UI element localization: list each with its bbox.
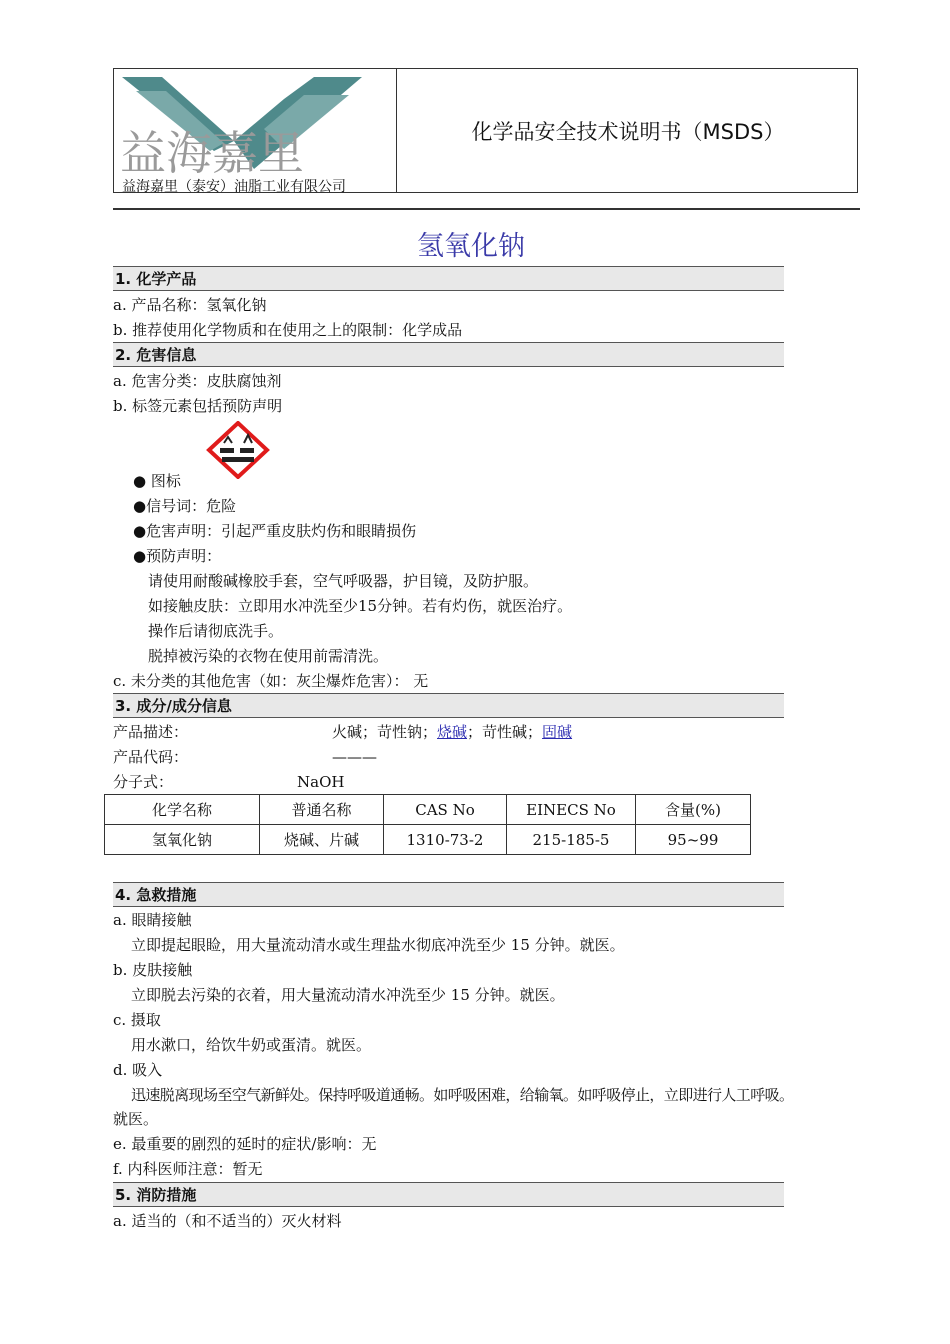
s2-bullet-signal-word: ●信号词：危险 xyxy=(133,497,237,515)
header-divider xyxy=(396,68,397,193)
s4-inhalation-text-cont: 就医。 xyxy=(113,1110,159,1128)
s2-hazard-class: a. 危害分类：皮肤腐蚀剂 xyxy=(113,372,282,390)
table-header: 普通名称 xyxy=(260,795,384,825)
s1-usage-limits: b. 推荐使用化学物质和在使用之上的限制：化学成品 xyxy=(113,321,463,339)
s4-physician-note: f. 内科医师注意：暂无 xyxy=(113,1160,263,1178)
s2-precaution-line: 操作后请彻底洗手。 xyxy=(148,622,284,640)
header-rule xyxy=(113,208,860,210)
s4-ingestion-text: 用水漱口，给饮牛奶或蛋清。就医。 xyxy=(131,1036,372,1054)
table-cell: 氢氧化钠 xyxy=(105,825,260,855)
s3-code-label: 产品代码： xyxy=(113,748,189,766)
s4-ingestion: c. 摄取 xyxy=(113,1011,161,1029)
s2-label-elements: b. 标签元素包括预防声明 xyxy=(113,397,283,415)
link-solid-caustic[interactable]: 固碱 xyxy=(542,723,573,741)
section-4-heading: 4. 急救措施 xyxy=(113,882,784,907)
table-header: 化学名称 xyxy=(105,795,260,825)
s4-inhalation: d. 吸入 xyxy=(113,1061,163,1079)
s2-bullet-pictogram: ● 图标 xyxy=(133,472,181,490)
table-header: CAS No xyxy=(384,795,507,825)
s3-desc-part: ；苛性碱； xyxy=(467,723,543,741)
s4-symptoms: e. 最重要的剧烈的延时的症状/影响：无 xyxy=(113,1135,377,1153)
s2-precaution-line: 请使用耐酸碱橡胶手套，空气呼吸器，护目镜，及防护服。 xyxy=(148,572,539,590)
table-cell: 1310-73-2 xyxy=(384,825,507,855)
s4-eye-contact: a. 眼睛接触 xyxy=(113,911,192,929)
s4-inhalation-text: 迅速脱离现场至空气新鲜处。保持呼吸道通畅。如呼吸困难，给输氧。如呼吸停止，立即进行人工呼吸。 xyxy=(131,1086,794,1104)
s2-precaution-line: 如接触皮肤：立即用水冲洗至少15分钟。若有灼伤，就医治疗。 xyxy=(148,597,573,615)
company-logo xyxy=(114,69,396,193)
ghs-corrosive-icon xyxy=(206,421,270,483)
s4-skin-contact: b. 皮肤接触 xyxy=(113,961,193,979)
s3-desc-label: 产品描述： xyxy=(113,723,189,741)
table-cell: 烧碱、片碱 xyxy=(260,825,384,855)
composition-table xyxy=(104,794,751,855)
s2-bullet-precaution: ●预防声明： xyxy=(133,547,222,565)
s1-product-name: a. 产品名称：氢氧化钠 xyxy=(113,296,267,314)
s3-formula-value: NaOH xyxy=(297,773,345,791)
product-title: 氢氧化钠 xyxy=(417,231,525,262)
table-header-row xyxy=(105,795,751,825)
s4-eye-contact-text: 立即提起眼睑，用大量流动清水或生理盐水彻底冲洗至少 15 分钟。就医。 xyxy=(131,936,625,954)
s4-skin-contact-text: 立即脱去污染的衣着，用大量流动清水冲洗至少 15 分钟。就医。 xyxy=(131,986,565,1004)
s3-code-value: ——— xyxy=(332,748,377,766)
table-cell: 215-185-5 xyxy=(507,825,636,855)
s5-extinguishing-media: a. 适当的（和不适当的）灭火材料 xyxy=(113,1212,342,1230)
table-header: EINECS No xyxy=(507,795,636,825)
link-caustic-soda[interactable]: 烧碱 xyxy=(437,723,468,741)
section-1-heading: 1. 化学产品 xyxy=(113,266,784,291)
s2-bullet-hazard-statement: ●危害声明：引起严重皮肤灼伤和眼睛损伤 xyxy=(133,522,417,540)
section-5-heading: 5. 消防措施 xyxy=(113,1182,784,1207)
section-2-heading: 2. 危害信息 xyxy=(113,342,784,367)
logo-text: 益海嘉里 xyxy=(120,126,304,180)
s3-desc-part: 火碱；苛性钠； xyxy=(332,723,438,741)
table-cell: 95~99 xyxy=(636,825,751,855)
s2-other-hazards: c. 未分类的其他危害（如：灰尘爆炸危害）： 无 xyxy=(113,672,429,690)
s3-formula-label: 分子式： xyxy=(113,773,174,791)
s3-desc-value xyxy=(332,722,572,742)
section-3-heading: 3. 成分/成分信息 xyxy=(113,693,784,718)
company-name: 益海嘉里（泰安）油脂工业有限公司 xyxy=(122,179,346,195)
document-title: 化学品安全技术说明书（MSDS） xyxy=(471,120,785,144)
table-header: 含量(%) xyxy=(636,795,751,825)
s2-precaution-line: 脱掉被污染的衣物在使用前需清洗。 xyxy=(148,647,389,665)
table-row xyxy=(105,825,751,855)
